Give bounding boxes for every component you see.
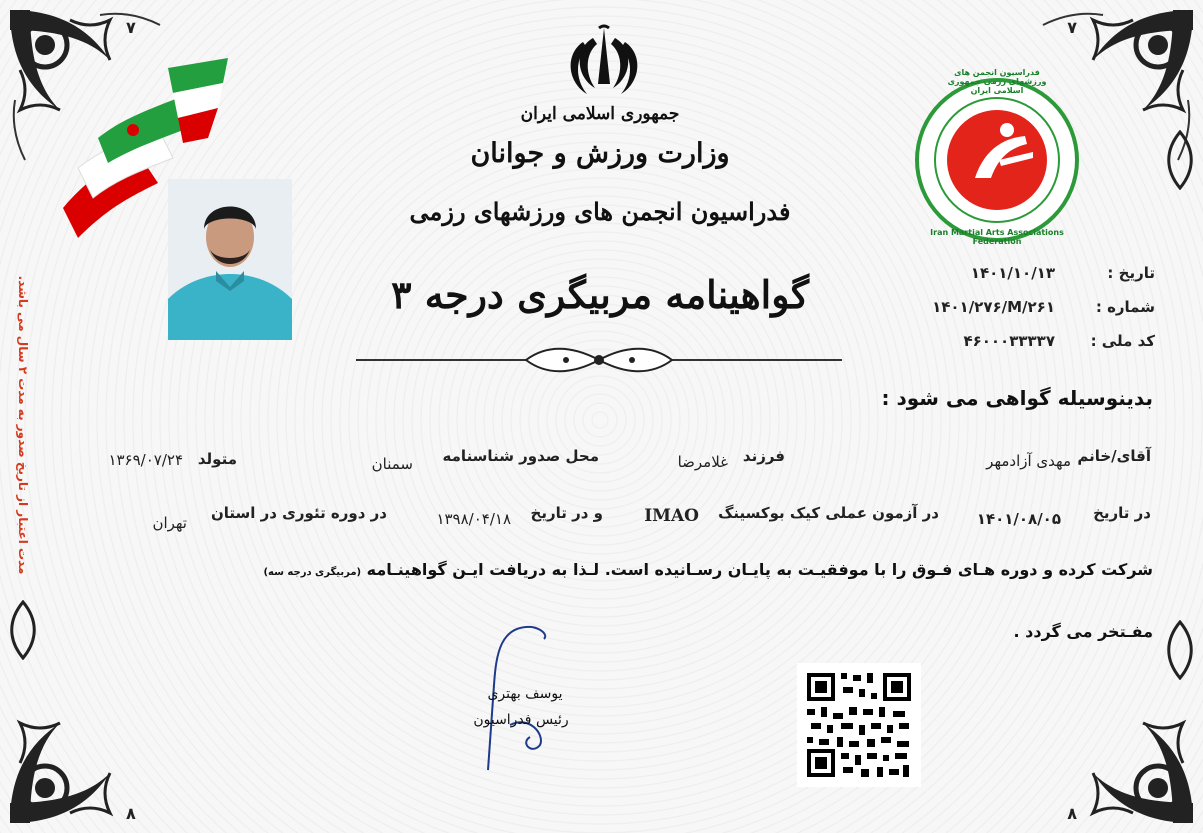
date-value: ۱۴۰۱/۱۰/۱۳ <box>970 264 1055 282</box>
logo-arc-text-fa: فدراسیون انجمن های ورزشهای رزمی جمهوری اسلامی ایران <box>947 68 1047 95</box>
qr-code-icon <box>797 663 921 787</box>
number-value: ۱۴۰۱/۲۷۶/M/۲۶۱ <box>932 298 1055 316</box>
birthplace-value: سمنان <box>371 455 413 473</box>
validity-note-text: مدت اعتبار از تاریخ صدور به مدت ۲ سال می باشد. <box>16 275 30 575</box>
national-code-value: ۴۶۰۰۰۳۳۳۳۷ <box>963 332 1055 350</box>
theory-date: ۱۳۹۸/۰۴/۱۸ <box>436 510 511 528</box>
and-on-date-label: و در تاریخ <box>530 504 603 522</box>
profile-photo <box>168 179 292 340</box>
birthplace-label: محل صدور شناسنامه <box>442 447 599 465</box>
federation-name: فدراسیون انجمن های ورزشهای رزمی <box>409 197 791 226</box>
honored-statement: مفـتخر می گردد . <box>1013 622 1153 641</box>
certificate-level-note: (مربیگری درجه سه) <box>263 567 362 578</box>
style-value: IMAO <box>644 506 699 526</box>
side-ornament-left <box>6 600 40 660</box>
validity-note <box>6 260 40 590</box>
child-of-label: فرزند <box>742 447 785 465</box>
theory-course-label: در دوره تئوری در استان <box>210 504 387 522</box>
logo-arc-text-en: Iran Martial Arts Associations Federation <box>930 228 1064 246</box>
born-value: ۱۳۶۹/۰۷/۲۴ <box>108 451 183 469</box>
signatory-name: یوسف بهتری <box>487 686 563 702</box>
federation-logo-icon <box>915 78 1079 242</box>
practical-exam-label: در آزمون عملی کیک بوکسینگ <box>718 504 939 522</box>
corner-digit-bottom-left: ۸ <box>126 804 136 823</box>
corner-digit-bottom-right: ۸ <box>1067 804 1077 823</box>
country-name: جمهوری اسلامی ایران <box>520 104 680 124</box>
person-name: مهدی آزادمهر <box>986 452 1071 470</box>
national-code-label: کد ملی : <box>1090 332 1155 350</box>
side-ornament-right-top <box>1163 130 1197 190</box>
completion-statement <box>263 560 1153 579</box>
father-name: غلامرضا <box>677 453 728 471</box>
corner-digit-top-left: ۷ <box>126 18 136 37</box>
title-divider <box>356 345 842 379</box>
person-portrait-icon <box>168 179 292 340</box>
on-date-label: در تاریخ <box>1093 504 1151 522</box>
certificate-title: گواهینامه مربیگری درجه ۳ <box>391 272 809 317</box>
ministry-name: وزارت ورزش و جوانان <box>470 138 730 169</box>
qr-code[interactable] <box>797 663 921 787</box>
signatory-role: رئیس فدراسیون <box>473 712 569 728</box>
exam-date: ۱۴۰۱/۰۸/۰۵ <box>976 510 1061 528</box>
date-label: تاریخ : <box>1107 264 1155 282</box>
side-ornament-right-bottom <box>1163 620 1197 680</box>
corner-digit-top-right: ۷ <box>1067 18 1077 37</box>
number-label: شماره : <box>1095 298 1155 316</box>
completion-text: شرکت کرده و دوره هـای فـوق را با موفقیـت به پایـان رسـانیده است. لـذا به دریافت ایـن گواهینـامه <box>366 560 1153 579</box>
corner-ornament-bottom-left <box>0 643 190 833</box>
province-value: تهران <box>152 514 187 532</box>
born-label: متولد <box>197 450 237 468</box>
iran-emblem-icon <box>563 24 645 96</box>
intro-text: بدینوسیله گواهی می شود : <box>881 386 1153 410</box>
mr-mrs-label: آقای/خانم <box>1077 447 1151 465</box>
